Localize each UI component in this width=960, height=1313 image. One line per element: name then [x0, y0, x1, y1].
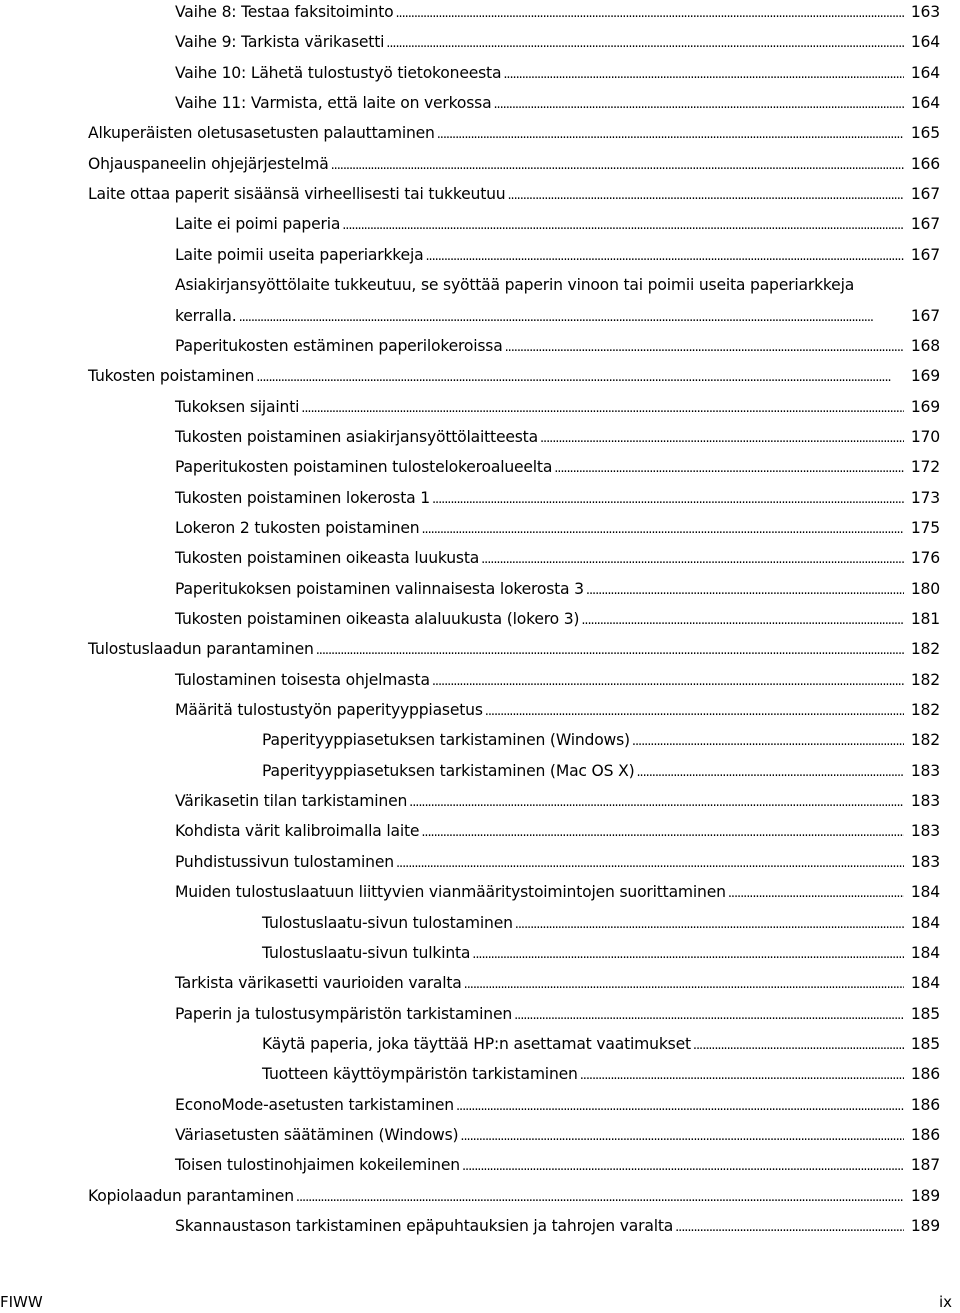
toc-entry-title: Värikasetin tilan tarkistaminen	[175, 792, 408, 811]
toc-dot-leader	[456, 1093, 904, 1119]
toc-entry-title-line: Asiakirjansyöttölaite tukkeutuu, se syöttää paperin vinoon tai poimii useita paperiarkkeja	[175, 276, 855, 295]
toc-entry-page-number: 176	[910, 549, 940, 568]
toc-dot-leader	[485, 698, 904, 724]
toc-dot-leader	[728, 880, 904, 906]
toc-dot-leader	[421, 516, 904, 542]
toc-entry-title: Tuotteen käyttöympäristön tarkistaminen	[262, 1065, 578, 1084]
toc-entry[interactable]	[175, 516, 940, 540]
toc-entry-title: Vaihe 9: Tarkista värikasetti	[175, 33, 385, 52]
toc-entry-page-number: 164	[910, 33, 940, 52]
toc-entry-page-number: 167	[910, 185, 940, 204]
footer-page-number: ix	[938, 1293, 952, 1311]
toc-entry-title: Tulostuslaadun parantaminen	[88, 640, 314, 659]
toc-entry[interactable]	[175, 880, 940, 904]
toc-entry[interactable]	[175, 1153, 940, 1177]
toc-entry-page-number: 172	[910, 458, 940, 477]
toc-dot-leader	[409, 789, 904, 815]
toc-dot-leader	[693, 1032, 904, 1058]
toc-entry[interactable]	[175, 0, 940, 24]
toc-entry-page-number: 185	[910, 1004, 940, 1023]
toc-entry-title: Tulostuslaatu-sivun tulkinta	[262, 943, 471, 962]
toc-dot-leader	[301, 395, 904, 421]
toc-dot-leader	[395, 0, 904, 26]
toc-entry-page-number: 183	[910, 792, 940, 811]
toc-dot-leader	[316, 637, 904, 663]
toc-dot-leader	[505, 334, 904, 360]
toc-entry-title: Puhdistussivun tulostaminen	[175, 852, 394, 871]
toc-entry-page-number: 184	[910, 974, 940, 993]
toc-entry[interactable]	[262, 728, 940, 752]
toc-entry-page-number: 166	[910, 154, 940, 173]
toc-entry-title: Laite ottaa paperit sisäänsä virheellisesti tai tukkeutuu	[88, 185, 506, 204]
toc-entry-title: Paperityyppiasetuksen tarkistaminen (Mac OS X)	[262, 761, 635, 780]
toc-entry[interactable]	[175, 971, 940, 995]
toc-entry-page-number: 169	[910, 397, 940, 416]
toc-entry-title: Laite ei poimi paperia	[175, 215, 341, 234]
toc-entry-title: Paperityyppiasetuksen tarkistaminen (Windows)	[262, 731, 630, 750]
toc-dot-leader	[503, 61, 904, 87]
toc-entry-page-number: 186	[910, 1125, 940, 1144]
toc-entry[interactable]	[175, 546, 940, 570]
toc-dot-leader	[586, 577, 904, 603]
toc-entry-page-number: 182	[910, 701, 940, 720]
toc-entry-page-number: 167	[910, 245, 940, 264]
toc-entry[interactable]	[175, 819, 940, 843]
toc-entry-page-number: 184	[910, 883, 940, 902]
toc-entry-title: EconoMode-asetusten tarkistaminen	[175, 1095, 454, 1114]
toc-entry-title: Kopiolaadun parantaminen	[88, 1186, 294, 1205]
toc-entry-title: Muiden tulostuslaatuun liittyvien vianmääritystoimintojen suorittaminen	[175, 883, 726, 902]
toc-dot-leader	[342, 212, 904, 238]
toc-dot-leader	[432, 668, 904, 694]
toc-entry-title: Tukosten poistaminen lokerosta 1	[175, 488, 430, 507]
toc-entry-page-number: 185	[910, 1034, 940, 1053]
toc-entry-title: Lokeron 2 tukosten poistaminen	[175, 518, 420, 537]
toc-entry-title: Paperitukosten estäminen paperilokeroissa	[175, 336, 503, 355]
toc-dot-leader	[515, 911, 904, 937]
toc-entry[interactable]	[88, 637, 940, 661]
toc-dot-leader	[581, 607, 904, 633]
toc-entry-title: Tulostuslaatu-sivun tulostaminen	[262, 913, 513, 932]
toc-dot-leader	[256, 364, 904, 390]
toc-entry[interactable]	[175, 668, 940, 692]
toc-entry-page-number: 164	[910, 94, 940, 113]
toc-entry-title: Skannaustason tarkistaminen epäpuhtauksien ja tahrojen varalta	[175, 1217, 674, 1235]
toc-entry-title: Tukosten poistaminen oikeasta luukusta	[175, 549, 480, 568]
toc-entry[interactable]	[175, 91, 940, 115]
toc-entry[interactable]	[175, 577, 940, 601]
toc-entry-page-number: 184	[910, 943, 940, 962]
toc-dot-leader	[425, 243, 904, 269]
toc-entry[interactable]	[175, 698, 940, 722]
toc-entry-page-number: 163	[910, 3, 940, 21]
toc-dot-leader	[540, 425, 904, 451]
toc-dot-leader	[493, 91, 904, 117]
toc-entry-title: Vaihe 8: Testaa faksitoiminto	[175, 3, 394, 21]
toc-dot-leader	[481, 546, 904, 572]
toc-entry-page-number: 186	[910, 1095, 940, 1114]
toc-entry-title: Tarkista värikasetti vaurioiden varalta	[175, 974, 462, 993]
toc-entry-page-number: 168	[910, 336, 940, 355]
toc-entry-title: Määritä tulostustyön paperityyppiasetus	[175, 701, 483, 720]
toc-entry[interactable]	[175, 486, 940, 510]
toc-entry-title: Vaihe 10: Lähetä tulostustyö tietokoneesta	[175, 63, 502, 82]
toc-dot-leader	[554, 455, 904, 481]
toc-entry-title: Kohdista värit kalibroimalla laite	[175, 822, 420, 841]
toc-dot-leader	[472, 941, 904, 967]
toc-entry[interactable]	[262, 1062, 940, 1086]
toc-dot-leader	[632, 728, 904, 754]
toc-entry-page-number: 175	[910, 518, 940, 537]
toc-entry-page-number: 180	[910, 579, 940, 598]
toc-entry-page-number: 182	[910, 670, 940, 689]
toc-entry-page-number: 169	[910, 367, 940, 386]
toc-entry-title: Tukosten poistaminen	[88, 367, 255, 386]
toc-dot-leader	[460, 1123, 904, 1149]
toc-entry[interactable]	[175, 395, 940, 419]
toc-dot-leader	[396, 850, 904, 876]
toc-entry[interactable]	[175, 1093, 940, 1117]
footer-language-code: FIWW	[0, 1293, 43, 1311]
toc-dot-leader	[464, 971, 904, 997]
toc-dot-leader	[514, 1002, 904, 1028]
toc-entry[interactable]	[175, 1214, 940, 1238]
toc-dot-leader	[580, 1062, 904, 1088]
toc-entry[interactable]	[175, 1002, 940, 1026]
toc-entry-page-number: 182	[910, 731, 940, 750]
toc-entry-title: Käytä paperia, joka täyttää HP:n asettamat vaatimukset	[262, 1034, 691, 1053]
toc-entry-title: Tukosten poistaminen oikeasta alaluukusta (lokero 3)	[175, 610, 580, 628]
toc-entry[interactable]	[175, 789, 940, 813]
toc-entry-title: Laite poimii useita paperiarkkeja	[175, 245, 424, 264]
toc-entry-page-number: 182	[910, 640, 940, 659]
toc-entry-title: kerralla.	[175, 306, 237, 325]
toc-entry[interactable]	[262, 911, 940, 935]
toc-entry[interactable]	[262, 759, 940, 783]
toc-entry-title: Toisen tulostinohjaimen kokeileminen	[175, 1156, 460, 1175]
toc-entry-title: Tulostaminen toisesta ohjelmasta	[175, 670, 430, 689]
toc-entry-page-number: 165	[910, 124, 940, 143]
toc-dot-leader	[239, 304, 904, 330]
toc-entry-page-number: 187	[910, 1156, 940, 1175]
toc-entry[interactable]	[88, 121, 940, 145]
toc-entry-title: Ohjauspaneelin ohjejärjestelmä	[88, 154, 329, 173]
toc-entry-page-number: 186	[910, 1065, 940, 1084]
toc-entry[interactable]	[88, 1184, 940, 1208]
toc-entry[interactable]	[88, 152, 940, 176]
toc-dot-leader	[421, 819, 904, 845]
toc-dot-leader	[432, 486, 904, 512]
toc-dot-leader	[386, 30, 904, 56]
toc-entry-page-number: 170	[910, 427, 940, 446]
toc-entry-page-number: 189	[910, 1217, 940, 1235]
toc-entry[interactable]	[175, 455, 940, 479]
toc-entry-page-number: 164	[910, 63, 940, 82]
toc-entry[interactable]	[262, 1032, 940, 1056]
toc-entry-page-number: 183	[910, 822, 940, 841]
toc-entry[interactable]	[175, 243, 940, 267]
toc-entry-title: Väriasetusten säätäminen (Windows)	[175, 1125, 459, 1144]
toc-entry[interactable]	[175, 61, 940, 85]
toc-entry-title: Alkuperäisten oletusasetusten palauttaminen	[88, 124, 435, 143]
toc-dot-leader	[507, 182, 904, 208]
toc-entry[interactable]	[175, 1123, 940, 1147]
toc-entry-page-number: 189	[910, 1186, 940, 1205]
toc-entry[interactable]	[175, 334, 940, 358]
toc-entry[interactable]	[175, 425, 940, 449]
toc-entry-title: Paperitukosten poistaminen tulostelokeroalueelta	[175, 458, 553, 477]
toc-entry-title: Tukosten poistaminen asiakirjansyöttölaitteesta	[175, 427, 538, 446]
toc-entry[interactable]	[88, 364, 940, 388]
toc-entry-title: Vaihe 11: Varmista, että laite on verkossa	[175, 94, 492, 113]
toc-entry-page-number: 184	[910, 913, 940, 932]
toc-entry-title: Paperitukoksen poistaminen valinnaisesta lokerosta 3	[175, 579, 584, 598]
toc-entry-page-number: 167	[910, 306, 940, 325]
toc-entry-title: Tukoksen sijainti	[175, 397, 300, 416]
toc-dot-leader	[437, 121, 904, 147]
toc-entry-page-number: 183	[910, 761, 940, 780]
toc-entry-title: Paperin ja tulostusympäristön tarkistaminen	[175, 1004, 513, 1023]
toc-entry-page-number: 167	[910, 215, 940, 234]
toc-dot-leader	[675, 1214, 904, 1240]
toc-entry-page-number: 173	[910, 488, 940, 507]
toc-dot-leader	[296, 1184, 904, 1210]
toc-entry[interactable]	[175, 304, 940, 328]
toc-entry[interactable]	[175, 212, 940, 236]
toc-entry[interactable]	[175, 850, 940, 874]
toc-entry[interactable]	[175, 607, 940, 631]
toc-entry[interactable]	[175, 30, 940, 54]
toc-dot-leader	[636, 759, 904, 785]
toc-entry[interactable]	[88, 182, 940, 206]
toc-entry[interactable]	[262, 941, 940, 965]
toc-dot-leader	[462, 1153, 904, 1179]
toc-entry-page-number: 181	[910, 610, 940, 628]
toc-entry-page-number: 183	[910, 852, 940, 871]
toc-dot-leader	[331, 152, 904, 178]
